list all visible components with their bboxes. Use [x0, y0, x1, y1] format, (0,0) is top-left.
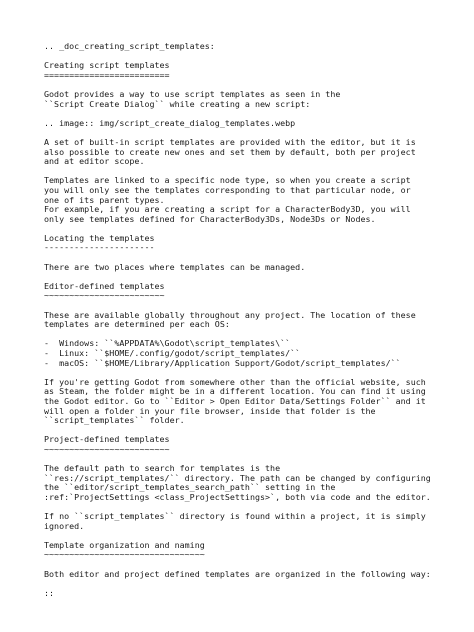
text-line: the ``editor/script_templates_search_path`` setting in the — [44, 482, 336, 493]
text-line: :ref:`ProjectSettings <class_ProjectSettings>`, both via code and the editor. — [44, 491, 431, 502]
text-line: one of its parent types. — [44, 194, 165, 205]
text-line: A set of built-in script templates are provided with the editor, but it is — [44, 136, 416, 147]
text-line: also possible to create new ones and set them by default, both per project — [44, 146, 416, 157]
text-line: Creating script templates — [44, 60, 170, 71]
text-line: Both editor and project defined templates are organized in the following way: — [44, 568, 431, 579]
blank-line — [44, 579, 459, 589]
text-line: ``script_templates`` folder. — [44, 415, 185, 426]
text-line: .. image:: img/script_create_dialog_templates.webp — [44, 117, 296, 128]
text-line: and at editor scope. — [44, 156, 145, 167]
text-line: only see templates defined for CharacterBody3Ds, Node3Ds or Nodes. — [44, 213, 376, 224]
text-line: Locating the templates — [44, 232, 155, 243]
text-line: will open a folder in your file browser, inside that folder is the — [44, 405, 376, 416]
text-line: ========================= — [44, 69, 170, 80]
text-line: These are available globally throughout any project. The location of these — [44, 309, 416, 320]
text-line: as Steam, the folder might be in a different location. You can find it using — [44, 386, 426, 397]
text-line: Project-defined templates — [44, 434, 170, 445]
text-line: :: — [44, 587, 55, 598]
text-line: templates are determined per each OS: — [44, 319, 230, 330]
text-line: If no ``script_templates`` directory is found within a project, it is simply — [44, 511, 426, 522]
text-line: If you're getting Godot from somewhere other than the official website, such — [44, 376, 426, 387]
text-line: ``res://script_templates/`` directory. The path can be changed by configuring — [44, 472, 431, 483]
text-line: .. _doc_creating_script_templates: — [44, 41, 215, 51]
text-line: The default path to search for templates is the — [44, 463, 281, 474]
text-line: Templates are linked to a specific node type, so when you create a script — [44, 175, 411, 186]
text-line: ~~~~~~~~~~~~~~~~~~~~~~~~~ — [44, 443, 170, 454]
text-line: - Linux: ``$HOME/.config/godot/script_templates/`` — [44, 348, 301, 358]
text-line: the Godot editor. Go to ``Editor > Open Editor Data/Settings Folder`` and it — [44, 395, 426, 406]
text-line: - Windows: ``%APPDATA%\Godot\script_templates\`` — [44, 338, 291, 349]
text-line: Godot provides a way to use script templates as seen in the — [44, 88, 341, 99]
text-line: ``Script Create Dialog`` while creating a new script: — [44, 98, 311, 109]
text-line: For example, if you are creating a script for a CharacterBody3D, you will — [44, 204, 411, 215]
text-line: ~~~~~~~~~~~~~~~~~~~~~~~~ — [44, 290, 165, 301]
text-line: ignored. — [44, 520, 85, 531]
text-line: - macOS: ``$HOME/Library/Application Support/Godot/script_templates/`` — [44, 357, 401, 368]
text-line: ~~~~~~~~~~~~~~~~~~~~~~~~~~~~~~~~ — [44, 549, 205, 560]
text-line: Template organization and naming — [44, 539, 205, 550]
document-body — [44, 42, 459, 598]
text-line: you will only see the templates corresponding to that particular node, or — [44, 184, 411, 195]
text-line: There are two places where templates can be managed. — [44, 261, 306, 272]
text-line: ---------------------- — [44, 242, 155, 253]
text-line: Editor-defined templates — [44, 280, 165, 291]
